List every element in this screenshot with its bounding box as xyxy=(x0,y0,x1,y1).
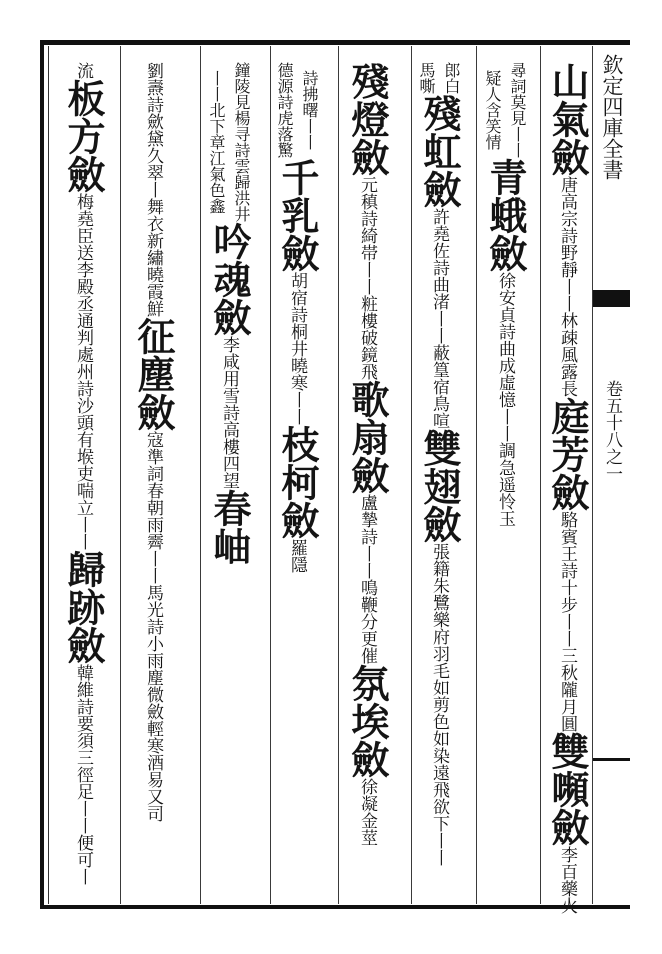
inner-left-border xyxy=(48,46,49,904)
fish-tail-mark xyxy=(593,290,630,307)
double-line-note xyxy=(273,62,321,158)
entry-heading: 征塵斂 xyxy=(131,317,176,431)
text-column-2 xyxy=(480,62,530,527)
margin-juan xyxy=(596,380,628,482)
entry-note: 韓維詩要須三徑足丨丨便可丨 xyxy=(73,664,93,885)
entry-heading: 枝柯斂 xyxy=(275,425,320,539)
entry-note: 劉燾詩歛黛久翠 xyxy=(143,62,163,181)
margin-title xyxy=(596,54,628,180)
entry-note: 李百藥火 xyxy=(557,846,577,914)
column-rule xyxy=(270,46,271,904)
note-line: 丨丨北下章江氣色鑫 xyxy=(207,70,226,214)
entry-note: 梅堯臣送李殿丞通判處州詩沙頭有堠吏喘立丨丨 xyxy=(73,193,93,550)
entry-note: 盧摯詩丨丨鳴鞭分更催 xyxy=(357,494,377,664)
entry-heading: 吟魂斂 xyxy=(207,222,252,336)
entry-heading: 千乳斂 xyxy=(275,158,320,272)
note-line: 尋詞莫見丨丨 xyxy=(508,62,527,158)
entry-heading: 歸跡斂 xyxy=(61,550,106,664)
entry-note: 胡宿詩桐井曉寒丨丨 xyxy=(287,272,307,425)
column-rule xyxy=(200,46,201,904)
entry-heading: 山氣斂 xyxy=(545,62,590,176)
double-line-note xyxy=(415,62,463,94)
entry-note: 李咸用雪詩高樓四望 xyxy=(219,336,239,489)
text-column-4 xyxy=(342,62,392,846)
text-column-7 xyxy=(128,62,178,822)
text-column-5 xyxy=(272,62,322,573)
note-line: 鐘陵見楊寻詩雲歸洪井 xyxy=(232,62,251,222)
entry-heading: 雙嚬斂 xyxy=(545,732,590,846)
note-line: 疑人含笑情 xyxy=(483,70,502,150)
entry-note: 丨舞衣新繡曉霞鮮 xyxy=(143,181,163,317)
margin-lower-mark xyxy=(593,758,630,761)
entry-heading: 歌扇斂 xyxy=(345,380,390,494)
entry-heading: 殘燈斂 xyxy=(345,62,390,176)
entry-note: 唐高宗詩野靜丨丨林疎風露長 xyxy=(557,176,577,397)
entry-heading: 雙翅斂 xyxy=(417,429,462,543)
left-border xyxy=(40,40,44,909)
entry-heading: 氛埃斂 xyxy=(345,664,390,778)
double-line-note xyxy=(205,62,253,222)
column-rule xyxy=(338,46,339,904)
entry-note: 寇準詞春朝雨霽丨丨馬光詩小雨塵微斂輕寒酒易 xyxy=(143,431,163,788)
entry-note: 徐安貞詩曲成虛憶丨丨調急遥怜玉 xyxy=(495,272,515,527)
text-column-6 xyxy=(204,62,254,565)
entry-note: 又司 xyxy=(143,788,163,822)
entry-note: 羅隱 xyxy=(287,539,307,573)
note-line: 德源詩虎落驚 xyxy=(275,62,294,158)
column-rule xyxy=(120,46,121,904)
text-column-8 xyxy=(58,62,108,885)
margin-title-text: 欽定四庫全書 xyxy=(600,54,624,180)
entry-heading: 板方斂 xyxy=(61,79,106,193)
column-rule xyxy=(411,46,412,904)
note-line: 馬嘶 xyxy=(417,62,436,94)
double-line-note xyxy=(481,62,529,158)
text-column-1 xyxy=(542,62,592,914)
entry-note: 流 xyxy=(73,62,93,79)
margin-juan-text: 卷五十八之一 xyxy=(602,380,622,482)
column-rule xyxy=(476,46,477,904)
entry-note: 許堯佐詩曲渚丨丨蔽篁宿鳥喧 xyxy=(429,208,449,429)
note-line: 詩拂曙丨丨 xyxy=(300,70,319,150)
entry-note: 元稹詩綺帯丨丨粧樓破鏡飛 xyxy=(357,176,377,380)
entry-heading: 青蛾斂 xyxy=(483,158,528,272)
column-rule xyxy=(540,46,541,904)
top-border xyxy=(40,40,630,45)
entry-heading: 春岫 xyxy=(207,489,252,565)
entry-note: 張籍朱鷺樂府羽毛如剪色如染遠飛欲下丨丨 xyxy=(429,543,449,866)
entry-note: 駱賓王詩十步丨丨三秋隴月圓 xyxy=(557,511,577,732)
note-line: 郎白 xyxy=(442,62,461,94)
entry-heading: 殘虹斂 xyxy=(417,94,462,208)
text-column-3 xyxy=(414,62,464,866)
entry-heading: 庭芳斂 xyxy=(545,397,590,511)
entry-note: 徐凝金莖 xyxy=(357,778,377,846)
